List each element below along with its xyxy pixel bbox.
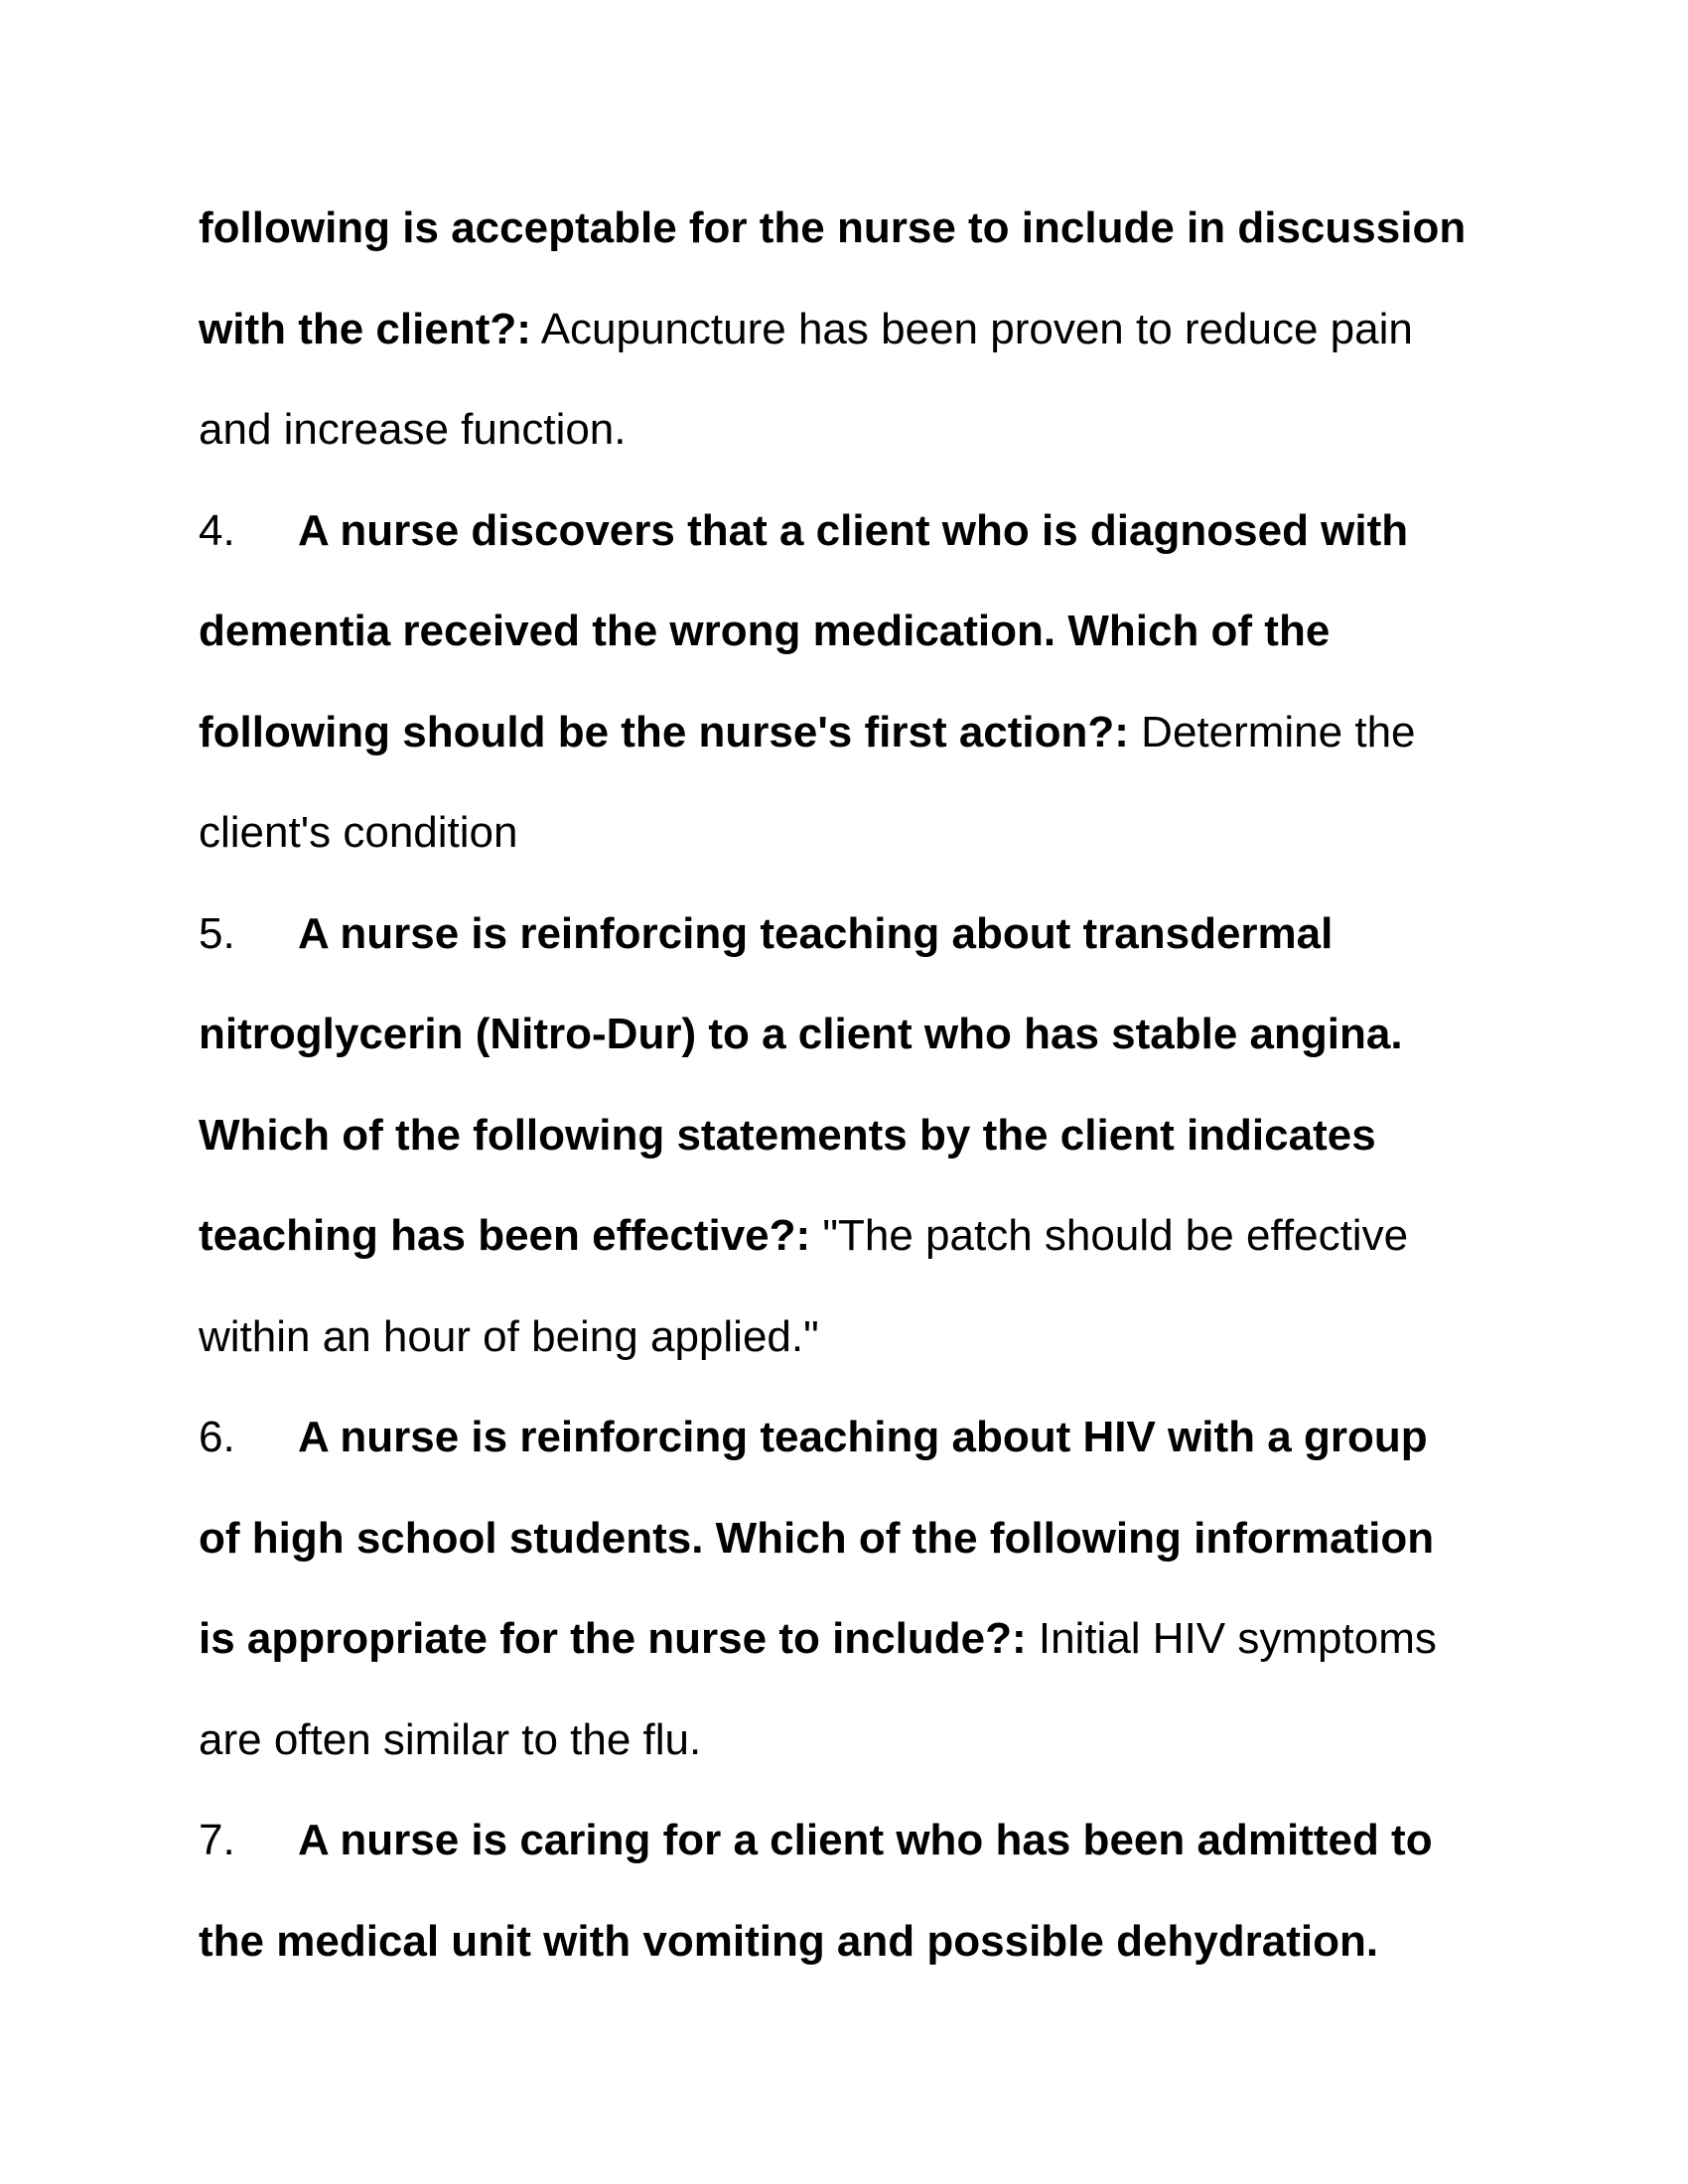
question-text: teaching has been effective?: (199, 1211, 811, 1260)
text-line (199, 682, 1589, 783)
question-text: Which of the following statements by the client indicates (199, 1110, 1376, 1160)
question-text: following is acceptable for the nurse to include in discussion (199, 204, 1467, 252)
text-line (199, 1891, 1589, 1992)
answer-text: "The patch should be effective (810, 1211, 1409, 1260)
question-text: dementia received the wrong medication. Which of the (199, 607, 1331, 655)
answer-text: within an hour of being applied." (199, 1311, 819, 1361)
question-text: following should be the nurse's first action?: (199, 707, 1129, 756)
question-text: A nurse is reinforcing teaching about HIV with a group (298, 1413, 1428, 1461)
question-text: the medical unit with vomiting and possible dehydration. (199, 1916, 1379, 1966)
list-item-number: 7. (199, 1816, 235, 1864)
question-text: of high school students. Which of the following information (199, 1513, 1435, 1563)
question-text: A nurse is caring for a client who has been admitted to (298, 1816, 1433, 1864)
answer-text: Determine the (1128, 707, 1416, 756)
text-line (199, 581, 1589, 682)
text-line (199, 480, 1589, 582)
text-line (199, 1790, 1589, 1891)
answer-text: Acupuncture has been proven to reduce pain (530, 304, 1413, 353)
text-line (199, 1287, 1589, 1388)
question-text: nitroglycerin (Nitro-Dur) to a client who has stable angina. (199, 1010, 1403, 1058)
question-text: A nurse discovers that a client who is diagnosed with (298, 505, 1409, 555)
text-line (199, 1185, 1589, 1287)
text-line (199, 178, 1589, 279)
text-line (199, 279, 1589, 380)
text-line (199, 1690, 1589, 1791)
list-item-number: 5. (199, 908, 235, 958)
text-line (199, 379, 1589, 480)
answer-text: client's condition (199, 808, 518, 857)
text-line (199, 984, 1589, 1085)
question-text: is appropriate for the nurse to include?: (199, 1614, 1027, 1663)
question-text: A nurse is reinforcing teaching about transdermal (298, 908, 1334, 958)
text-line (199, 1085, 1589, 1186)
text-line (199, 1588, 1589, 1690)
answer-text: are often similar to the flu. (199, 1714, 702, 1764)
text-line (199, 1488, 1589, 1589)
answer-text: Initial HIV symptoms (1026, 1614, 1437, 1663)
text-line (199, 884, 1589, 985)
list-item-number: 6. (199, 1413, 235, 1461)
document-text-block (199, 178, 1589, 1991)
list-item-number: 4. (199, 505, 235, 555)
text-line (199, 1387, 1589, 1488)
question-text: with the client?: (199, 304, 531, 353)
text-line (199, 782, 1589, 884)
answer-text: and increase function. (199, 405, 627, 454)
